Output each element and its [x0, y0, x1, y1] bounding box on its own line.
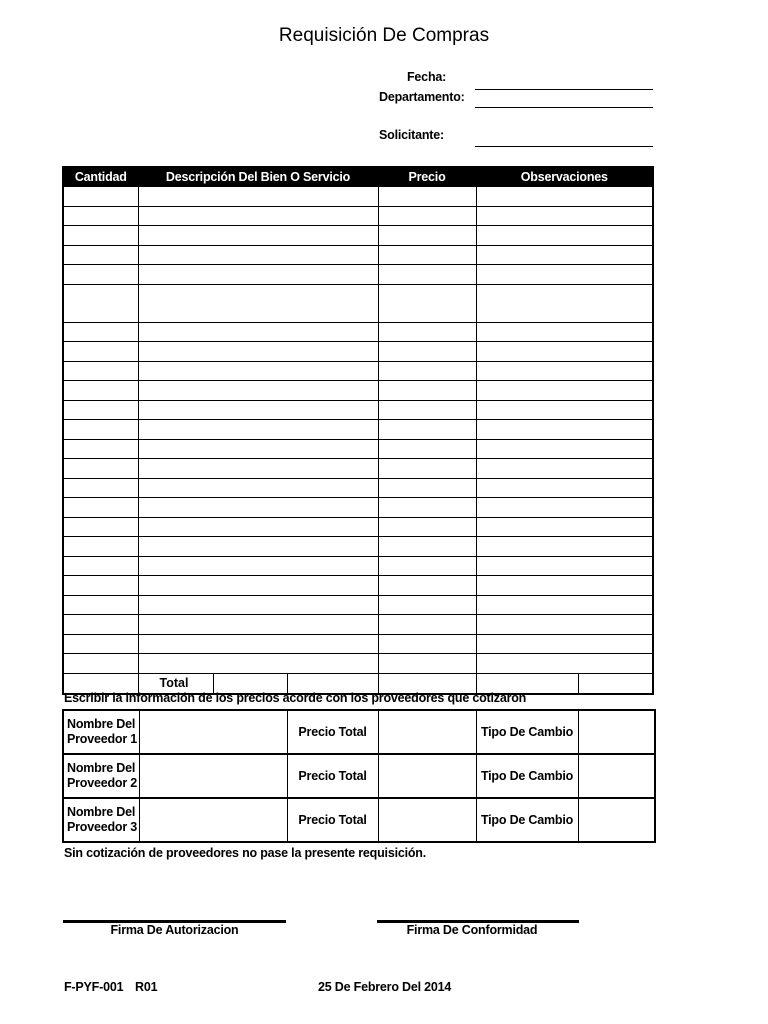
descripcion-cell[interactable]	[138, 361, 378, 381]
descripcion-cell[interactable]	[138, 595, 378, 615]
observaciones-cell[interactable]	[476, 478, 653, 498]
table-row	[63, 187, 653, 207]
cantidad-cell[interactable]	[63, 478, 138, 498]
providers-table	[62, 709, 656, 843]
table-row	[63, 439, 653, 459]
cantidad-cell[interactable]	[63, 284, 138, 322]
price-total-field[interactable]	[378, 710, 476, 754]
observaciones-cell[interactable]	[476, 556, 653, 576]
cantidad-cell[interactable]	[63, 439, 138, 459]
observaciones-cell[interactable]	[476, 517, 653, 537]
table-row	[63, 420, 653, 440]
precio-cell[interactable]	[378, 361, 476, 381]
observaciones-cell[interactable]	[476, 439, 653, 459]
table-row	[63, 342, 653, 362]
footer-code: F-PYF-001	[64, 980, 124, 994]
precio-cell[interactable]	[378, 381, 476, 401]
descripcion-cell[interactable]	[138, 459, 378, 479]
table-row	[63, 498, 653, 518]
precio-cell[interactable]	[378, 556, 476, 576]
cantidad-cell[interactable]	[63, 634, 138, 654]
observaciones-cell[interactable]	[476, 615, 653, 635]
table-row	[63, 245, 653, 265]
cantidad-cell[interactable]	[63, 381, 138, 401]
precio-cell[interactable]	[378, 284, 476, 322]
observaciones-cell[interactable]	[476, 342, 653, 362]
precio-cell[interactable]	[378, 459, 476, 479]
observaciones-cell[interactable]	[476, 634, 653, 654]
cantidad-cell[interactable]	[63, 576, 138, 596]
price-total-label: Precio Total	[287, 754, 378, 798]
cantidad-cell[interactable]	[63, 498, 138, 518]
table-row	[63, 459, 653, 479]
total-label: Total	[138, 673, 213, 694]
exchange-rate-label: Tipo De Cambio	[476, 754, 578, 798]
descripcion-cell[interactable]	[138, 420, 378, 440]
table-row	[63, 654, 653, 674]
exchange-rate-label: Tipo De Cambio	[476, 798, 578, 842]
observaciones-cell[interactable]	[476, 226, 653, 246]
descripcion-cell[interactable]	[138, 439, 378, 459]
precio-cell[interactable]	[378, 498, 476, 518]
table-row	[63, 556, 653, 576]
observaciones-cell[interactable]	[476, 595, 653, 615]
table-row	[63, 615, 653, 635]
descripcion-cell[interactable]	[138, 206, 378, 226]
column-header-observaciones: Observaciones	[476, 167, 653, 187]
solicitante-label: Solicitante:	[379, 128, 444, 142]
providers-note: Escribir la información de los precios acorde con los proveedores que cotizaron	[64, 691, 527, 705]
fecha-label: Fecha:	[407, 70, 447, 84]
total-cell-4[interactable]	[578, 673, 653, 694]
precio-cell[interactable]	[378, 245, 476, 265]
precio-cell[interactable]	[378, 595, 476, 615]
descripcion-cell[interactable]	[138, 400, 378, 420]
precio-cell[interactable]	[378, 187, 476, 207]
descripcion-cell[interactable]	[138, 284, 378, 322]
precio-cell[interactable]	[378, 400, 476, 420]
descripcion-cell[interactable]	[138, 537, 378, 557]
cantidad-cell[interactable]	[63, 245, 138, 265]
provider-name-field[interactable]	[139, 754, 287, 798]
cantidad-cell[interactable]	[63, 517, 138, 537]
table-row	[63, 595, 653, 615]
observaciones-cell[interactable]	[476, 381, 653, 401]
table-row	[63, 361, 653, 381]
cantidad-cell[interactable]	[63, 206, 138, 226]
descripcion-cell[interactable]	[138, 226, 378, 246]
cantidad-cell[interactable]	[63, 342, 138, 362]
table-row	[63, 206, 653, 226]
provider-name-label: Nombre Del Proveedor 3	[63, 798, 139, 842]
observaciones-cell[interactable]	[476, 420, 653, 440]
descripcion-cell[interactable]	[138, 265, 378, 285]
precio-cell[interactable]	[378, 322, 476, 342]
descripcion-cell[interactable]	[138, 556, 378, 576]
provider-row	[63, 710, 655, 754]
cantidad-cell[interactable]	[63, 615, 138, 635]
table-row	[63, 478, 653, 498]
provider-row	[63, 798, 655, 842]
cantidad-cell[interactable]	[63, 265, 138, 285]
descripcion-cell[interactable]	[138, 615, 378, 635]
exchange-rate-label: Tipo De Cambio	[476, 710, 578, 754]
items-header-row	[63, 167, 653, 187]
table-row	[63, 284, 653, 322]
table-row	[63, 400, 653, 420]
footer-revision: R01	[135, 980, 158, 994]
precio-cell[interactable]	[378, 342, 476, 362]
cantidad-cell[interactable]	[63, 654, 138, 674]
departamento-label: Departamento:	[379, 90, 465, 104]
observaciones-cell[interactable]	[476, 361, 653, 381]
document-title: Requisición De Compras	[278, 25, 490, 46]
precio-cell[interactable]	[378, 478, 476, 498]
descripcion-cell[interactable]	[138, 576, 378, 596]
descripcion-cell[interactable]	[138, 245, 378, 265]
table-row	[63, 517, 653, 537]
conformity-signature-label: Firma De Conformidad	[406, 923, 538, 937]
observaciones-cell[interactable]	[476, 322, 653, 342]
cantidad-cell[interactable]	[63, 226, 138, 246]
observaciones-cell[interactable]	[476, 284, 653, 322]
price-total-field[interactable]	[378, 754, 476, 798]
solicitante-field[interactable]	[475, 146, 653, 147]
exchange-rate-field[interactable]	[578, 710, 655, 754]
price-total-label: Precio Total	[287, 798, 378, 842]
descripcion-cell[interactable]	[138, 381, 378, 401]
table-row	[63, 634, 653, 654]
table-row	[63, 576, 653, 596]
cantidad-cell[interactable]	[63, 361, 138, 381]
precio-cell[interactable]	[378, 634, 476, 654]
observaciones-cell[interactable]	[476, 245, 653, 265]
exchange-rate-field[interactable]	[578, 754, 655, 798]
table-row	[63, 265, 653, 285]
observaciones-cell[interactable]	[476, 265, 653, 285]
observaciones-cell[interactable]	[476, 537, 653, 557]
price-total-label: Precio Total	[287, 710, 378, 754]
observaciones-cell[interactable]	[476, 654, 653, 674]
provider-row	[63, 754, 655, 798]
precio-cell[interactable]	[378, 265, 476, 285]
observaciones-cell[interactable]	[476, 498, 653, 518]
descripcion-cell[interactable]	[138, 498, 378, 518]
descripcion-cell[interactable]	[138, 478, 378, 498]
descripcion-cell[interactable]	[138, 634, 378, 654]
departamento-field[interactable]	[475, 107, 653, 108]
cantidad-cell[interactable]	[63, 556, 138, 576]
cantidad-cell[interactable]	[63, 400, 138, 420]
observaciones-cell[interactable]	[476, 459, 653, 479]
descripcion-cell[interactable]	[138, 322, 378, 342]
items-table	[62, 166, 654, 695]
cantidad-cell[interactable]	[63, 537, 138, 557]
cantidad-cell[interactable]	[63, 459, 138, 479]
precio-cell[interactable]	[378, 206, 476, 226]
provider-name-label: Nombre Del Proveedor 2	[63, 754, 139, 798]
precio-cell[interactable]	[378, 420, 476, 440]
cantidad-cell[interactable]	[63, 187, 138, 207]
table-row	[63, 537, 653, 557]
fecha-field[interactable]	[475, 89, 653, 90]
observaciones-cell[interactable]	[476, 187, 653, 207]
provider-name-field[interactable]	[139, 798, 287, 842]
observaciones-cell[interactable]	[476, 576, 653, 596]
authorization-signature-label: Firma De Autorizacion	[110, 923, 239, 937]
precio-cell[interactable]	[378, 654, 476, 674]
cantidad-cell[interactable]	[63, 420, 138, 440]
cantidad-cell[interactable]	[63, 595, 138, 615]
column-header-precio: Precio	[378, 167, 476, 187]
price-total-field[interactable]	[378, 798, 476, 842]
precio-cell[interactable]	[378, 226, 476, 246]
descripcion-cell[interactable]	[138, 517, 378, 537]
footer-date: 25 De Febrero Del 2014	[318, 980, 452, 994]
descripcion-cell[interactable]	[138, 187, 378, 207]
precio-cell[interactable]	[378, 517, 476, 537]
table-row	[63, 322, 653, 342]
table-row	[63, 381, 653, 401]
descripcion-cell[interactable]	[138, 342, 378, 362]
cantidad-cell[interactable]	[63, 322, 138, 342]
precio-cell[interactable]	[378, 576, 476, 596]
provider-name-field[interactable]	[139, 710, 287, 754]
exchange-rate-field[interactable]	[578, 798, 655, 842]
descripcion-cell[interactable]	[138, 654, 378, 674]
provider-name-label: Nombre Del Proveedor 1	[63, 710, 139, 754]
warning-note: Sin cotización de proveedores no pase la presente requisición.	[64, 846, 427, 860]
precio-cell[interactable]	[378, 439, 476, 459]
table-row	[63, 226, 653, 246]
observaciones-cell[interactable]	[476, 206, 653, 226]
precio-cell[interactable]	[378, 615, 476, 635]
column-header-cantidad: Cantidad	[63, 167, 138, 187]
column-header-descripcion: Descripción Del Bien O Servicio	[138, 167, 378, 187]
precio-cell[interactable]	[378, 537, 476, 557]
observaciones-cell[interactable]	[476, 400, 653, 420]
